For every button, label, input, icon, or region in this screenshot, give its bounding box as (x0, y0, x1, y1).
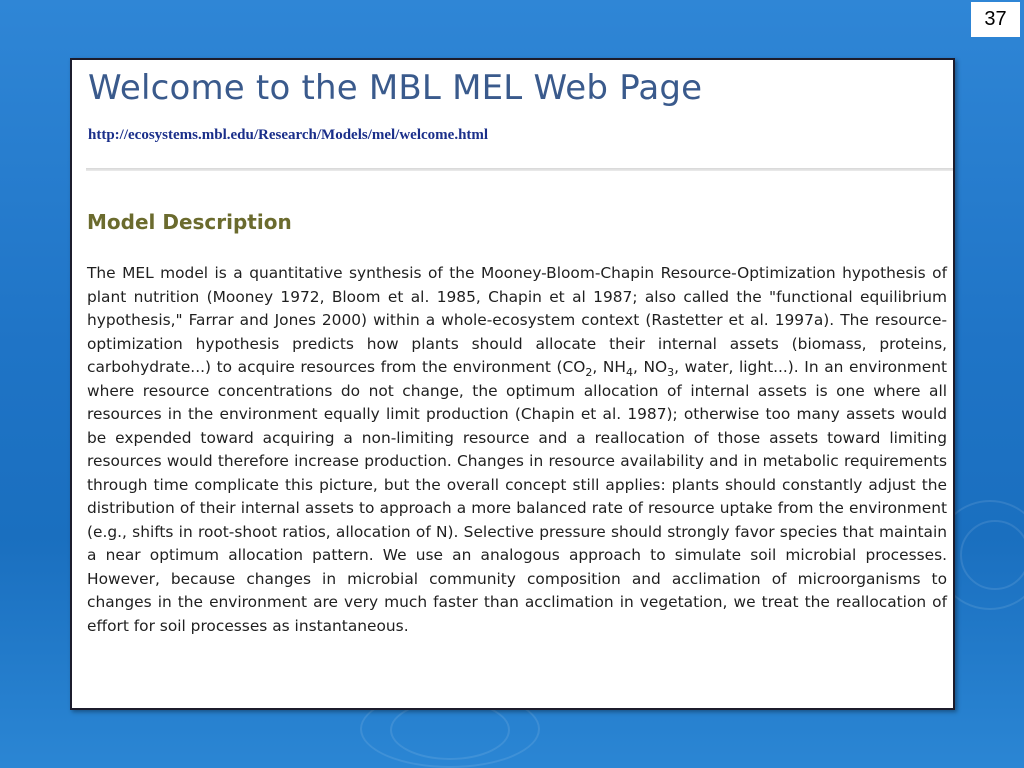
paragraph-text: , NO (633, 358, 668, 376)
slide-number: 37 (971, 2, 1020, 37)
model-description-paragraph (87, 262, 947, 638)
section-heading: Model Description (87, 210, 292, 234)
paragraph-text: The MEL model is a quantitative synthesis of the Mooney-Bloom-Chapin Resource-Optimization hypothesis of plant nutrition (Mooney 1972, Bloom et al. 1985, Chapin et al 1987; also called the "functional equilibrium hypothesis," Farrar and Jones 2000) within a whole-ecosystem context (Rastetter et al. 1997a). The resource-optimization hypothesis predicts how plants should allocate their internal assets (biomass, proteins, carbohydrate...) to acquire resources from the environment (CO (87, 264, 947, 376)
subscript: 4 (626, 366, 633, 379)
webpage-screenshot (70, 58, 955, 710)
page-url: http://ecosystems.mbl.edu/Research/Models/mel/welcome.html (88, 127, 489, 143)
page-title: Welcome to the MBL MEL Web Page (88, 68, 703, 108)
paragraph-text: , water, light...). In an environment where resource concentrations do not change, the optimum allocation of internal assets is one where all resources in the environment equally limit production (Chapin et al. 1987); otherwise too many assets would be expended toward acquiring a non-limiting resource and a reallocation of those assets toward limiting resources would therefore increase production. Changes in resource availability and in metabolic requirements through time complicate this picture, but the overall concept still applies: plants should constantly adjust the distribution of their internal assets to approach a more balanced rate of resource uptake from the environment (e.g., shifts in root-shoot ratios, allocation of N). Selective pressure should strongly favor species that maintain a near optimum allocation pattern. We use an analogous approach to simulate soil microbial processes. However, because changes in microbial community composition and acclimation of microorganisms to changes in the environment are very much faster than acclimation in vegetation, we treat the reallocation of effort for soil processes as instantaneous. (87, 358, 948, 635)
subscript: 3 (667, 366, 675, 379)
subscript: 2 (585, 366, 593, 379)
paragraph-text: , NH (592, 358, 626, 376)
divider (86, 168, 954, 171)
